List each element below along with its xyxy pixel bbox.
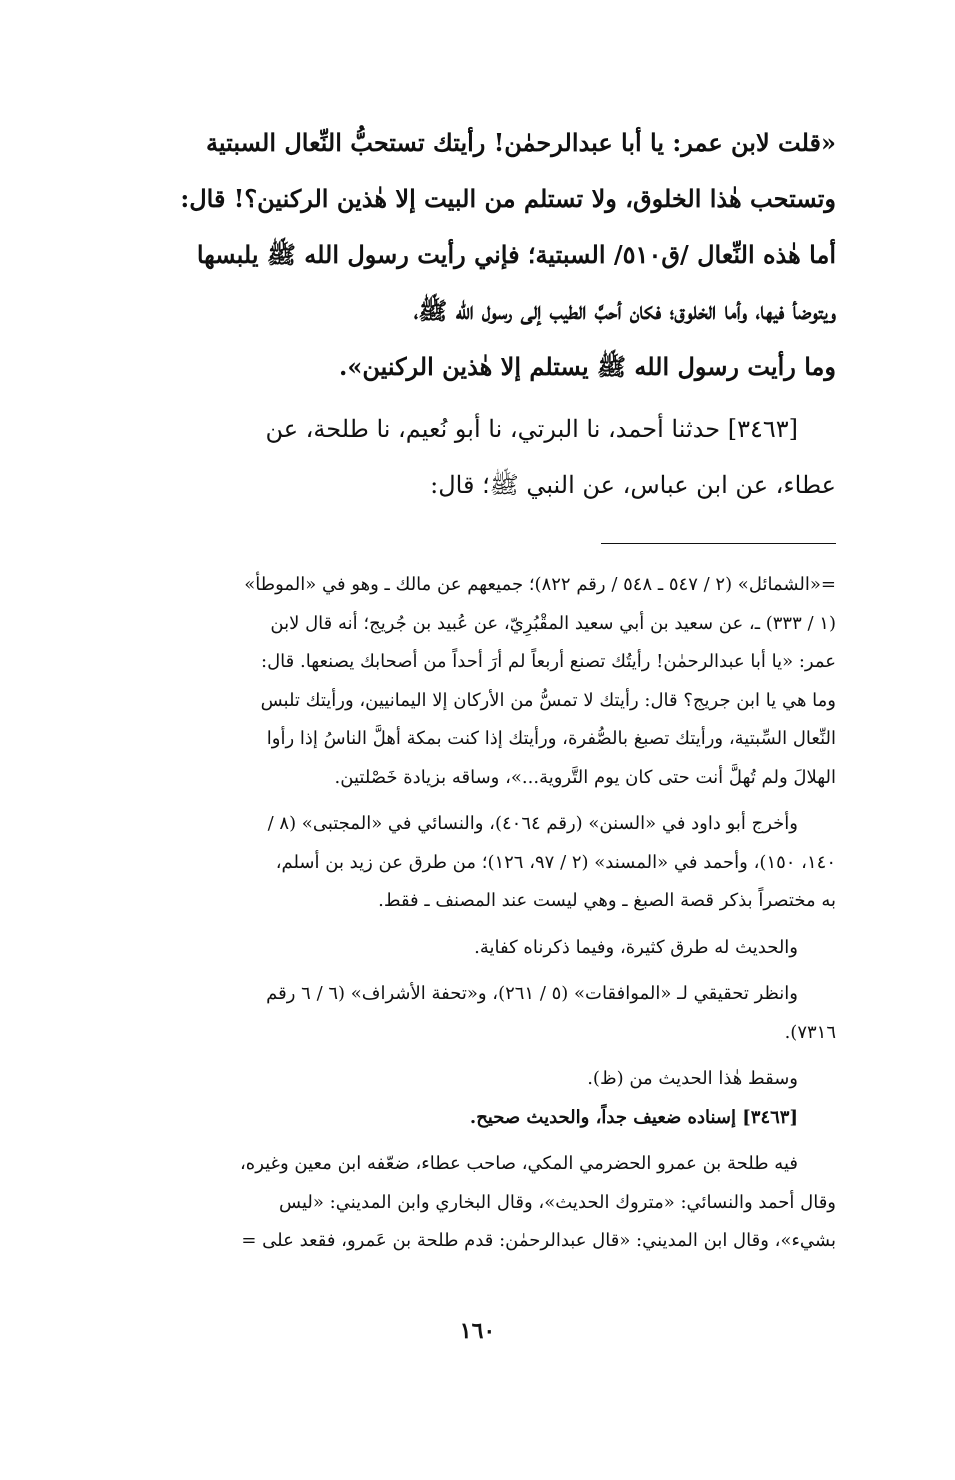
footnote-line: والحديث له طرق كثيرة، وفيما ذكرناه كفاية. <box>474 936 798 958</box>
main-text-line: ويتوضأ فيها، وأما الخلوق؛ فكان أحبَّ الطيب إلى رسول الله ﷺ، <box>413 296 836 325</box>
footnote-line: فيه طلحة بن عمرو الحضرمي المكي، صاحب عطاء، ضعّفه ابن معين وغيره، <box>239 1153 798 1174</box>
footnote-line: الهلالَ ولم تُهلَّ أنت حتى كان يوم التَّروية...»، وساقه بزيادة خَصْلتين. <box>334 766 836 788</box>
footnote-line: ٧٣١٦). <box>784 1021 836 1043</box>
footnote-grading: [٣٤٦٣] إسناده ضعيف جداً، والحديث صحيح. <box>469 1106 798 1128</box>
footnote-line: وسقط هٰذا الحديث من (ظ). <box>587 1068 798 1089</box>
footnote-line: ١٤٠، ١٥٠)، وأحمد في «المسند» (٢ / ٩٧، ١٢٦)؛ من طرق عن زيد بن أسلم، <box>275 851 836 873</box>
footnote-line: النِّعال السِّبتية، ورأيتك تصبغ بالصُّفرة، ورأيتك إذا كنت بمكة أهلَّ الناسُ إذا رأوا <box>266 728 836 749</box>
footnote-paragraph-6 <box>108 1099 836 1138</box>
page-body <box>108 115 836 1261</box>
footnote-paragraph-2 <box>108 805 836 921</box>
footnote-line: وما هي يا ابن جريج؟ قال: رأيتك لا تمسُّ من الأركان إلا اليمانيين، ورأيتك تلبس <box>260 689 836 711</box>
footnote-line: (١ / ٣٣٣) ـ، عن سعيد بن أبي سعيد المقْبُرِيّ، عن عُبيد بن جُريج؛ أنه قال لابن <box>270 612 836 634</box>
footnote-paragraph-3 <box>108 929 836 968</box>
footnote-paragraph-1 <box>108 566 836 797</box>
footnotes <box>108 566 836 1261</box>
footnote-line: وقال أحمد والنسائي: «متروك الحديث»، وقال البخاري وابن المديني: «ليس <box>279 1191 836 1213</box>
footnote-line: =«الشمائل» (٢ / ٥٤٧ ـ ٥٤٨ / رقم ٨٢٢)؛ جميعهم عن مالك ـ وهو في «الموطأ» <box>244 574 836 595</box>
main-text-line: وما رأيت رسول الله ﷺ يستلم إلا هٰذين الركنين». <box>339 352 836 381</box>
footnote-line: عمر: «يا أبا عبدالرحمٰن! رأيتُك تصنع أربعاً لم أرَ أحداً من أصحابك يصنعها. قال: <box>261 651 836 672</box>
hadith-line: عطاء، عن ابن عباس، عن النبي ﷺ؛ قال: <box>430 471 836 499</box>
main-text-line: «قلت لابن عمر: يا أبا عبدالرحمٰن! رأيتك تستحبُّ النِّعال السبتية <box>206 128 836 157</box>
footnote-line: به مختصراً بذكر قصة الصبغ ـ وهي ليست عند المصنف ـ فقط. <box>378 890 836 911</box>
footnote-paragraph-7 <box>108 1145 836 1261</box>
main-text-line: وتستحب هٰذا الخلوق، ولا تستلم من البيت إلا هٰذين الركنين؟! قال: <box>180 184 836 213</box>
page-number: ١٦٠ <box>459 1318 496 1344</box>
main-text-quote <box>108 115 836 395</box>
footnote-paragraph-4 <box>108 975 836 1052</box>
hadith-isnad <box>108 401 836 513</box>
main-text-line: أما هٰذه النِّعال /ق٥١٠/ السبتية؛ فإني رأيت رسول الله ﷺ يلبسها <box>196 240 836 269</box>
footnote-line: وأخرج أبو داود في «السنن» (رقم ٤٠٦٤)، والنسائي في «المجتبى» (٨ / <box>267 813 798 834</box>
footnote-line: بشيء»، وقال ابن المديني: «قال عبدالرحمٰن: قدم طلحة بن عَمرو، فقعد على = <box>241 1230 836 1251</box>
hadith-line: [٣٤٦٣] حدثنا أحمد، نا البرتي، نا أبو نُعيم، نا طلحة، عن <box>265 415 798 443</box>
footnote-divider <box>601 543 836 544</box>
footnote-paragraph-5 <box>108 1060 836 1099</box>
footnote-line: وانظر تحقيقي لـ «الموافقات» (٥ / ٢٦١)، و«تحفة الأشراف» (٦ / ٦ رقم <box>266 983 798 1004</box>
